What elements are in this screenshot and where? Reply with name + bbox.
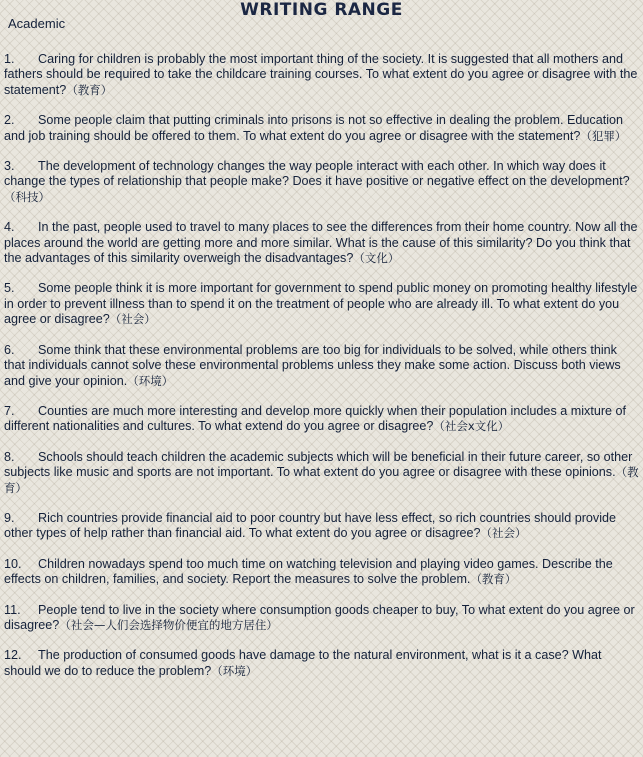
topic-text: Counties are much more interesting and develop more quickly when their population includes a mixture of different nationalities and cultures. To what extend do you agree or disagree? — [4, 403, 627, 434]
topic-tag: （社会） — [109, 312, 156, 327]
topic-text: Some think that these environmental problems are too big for individuals to be solved, while others think that individuals cannot solve these environmental problems unless they make some action. Discuss both views and give your opinion. — [4, 342, 621, 388]
topic-number: 4. — [4, 220, 15, 235]
topic-text: Caring for children is probably the most important thing of the society. It is suggested that all mothers and fathers should be required to take the childcare training courses. To what extent do you agree or disagree with the statement? — [4, 52, 638, 97]
topic-tag: （社会x文化） — [433, 419, 510, 434]
topic-item — [4, 603, 639, 634]
topic-number: 7. — [4, 403, 15, 418]
topic-text: Some people think it is more important for government to spend public money on promoting healthy lifestyle in order to prevent illness than to spend it on the treatment of people who are already ill. To what extent do you agree or disagree? — [4, 281, 638, 327]
topic-item — [4, 220, 639, 266]
topic-text: People tend to live in the society where consumption goods cheaper to buy, To what extent do you agree or disagree? — [4, 602, 635, 632]
topic-text: Rich countries provide financial aid to poor country but have less effect, so rich countries should provide other types of help rather than financial aid. To what extent do you agree or disagree? — [4, 510, 616, 541]
topic-tag: （文化） — [353, 251, 400, 266]
document-header — [4, 0, 639, 34]
topic-tag: （犯罪） — [580, 128, 627, 143]
topic-number: 5. — [4, 281, 15, 296]
topic-tag: （社会） — [480, 526, 527, 541]
topic-number: 2. — [4, 113, 15, 128]
topic-number: 8. — [4, 449, 15, 464]
topic-item — [4, 343, 639, 389]
topic-text: Schools should teach children the academic subjects which will be beneficial in their future career, so other subjects like music and sports are not important. To what extent do you agree or disagree with these opinions. — [4, 449, 633, 480]
topic-item — [4, 511, 639, 542]
topic-text: Some people claim that putting criminals into prisons is not so effective in dealing the problem. Education and job training should be offered to them. To what extent do you agree or disagree with the statement? — [4, 113, 624, 143]
topic-item — [4, 404, 639, 435]
topic-number: 3. — [4, 159, 15, 174]
topic-tag: （教育） — [470, 572, 517, 587]
topic-item — [4, 113, 639, 144]
topic-tag: （教育） — [66, 82, 113, 97]
topic-text: In the past, people used to travel to many places to see the differences from their home country. Now all the places around the world are getting more and more similar. What is the cause of this similarity? Do you think that the advantages of this similarity overweigh the disadvantages? — [4, 220, 638, 266]
topic-item — [4, 648, 639, 679]
topic-text: Children nowadays spend too much time on watching television and playing video games. Describe the effects on children, families, and society. Report the measures to solve the problem. — [4, 556, 613, 587]
topic-number: 1. — [4, 52, 15, 66]
topic-number: 12. — [4, 648, 22, 663]
topic-text: The development of technology changes the way people interact with each other. In which way does it change the types of relationship that people make? Does it have positive or negative effect on the development? — [4, 159, 630, 189]
topic-number: 9. — [4, 510, 15, 525]
topic-tag: （环境） — [211, 663, 258, 678]
topic-number: 10. — [4, 556, 22, 571]
topic-item — [4, 557, 639, 588]
topic-item — [4, 281, 639, 327]
topic-list — [4, 52, 639, 679]
topic-tag: （科技） — [4, 189, 50, 204]
topic-number: 11. — [4, 602, 21, 617]
topic-item — [4, 450, 639, 496]
category-label: Academic — [8, 16, 66, 31]
topic-tag: （环境） — [127, 373, 174, 388]
topic-item — [4, 52, 639, 98]
topic-tag: （社会—人们会选择物价便宜的地方居住） — [59, 617, 278, 632]
topic-item — [4, 159, 639, 205]
page-title: WRITING RANGE — [240, 0, 403, 20]
topic-number: 6. — [4, 342, 15, 357]
topic-tag: （教育） — [4, 465, 639, 495]
topic-text: The production of consumed goods have damage to the natural environment, what is it a case? What should we do to reduce the problem? — [4, 648, 602, 678]
